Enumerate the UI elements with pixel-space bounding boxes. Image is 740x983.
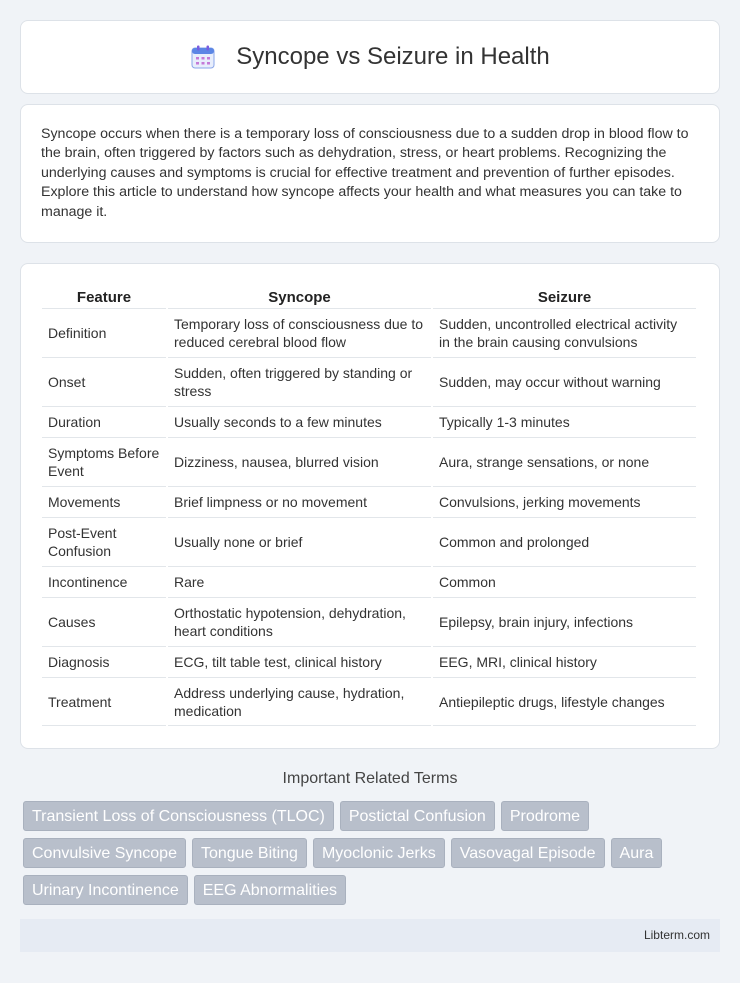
syncope-cell: Dizziness, nausea, blurred vision: [168, 437, 431, 486]
table-row: [42, 646, 696, 677]
syncope-cell: Orthostatic hypotension, dehydration, heart conditions: [168, 597, 431, 646]
feature-cell: Causes: [42, 597, 166, 646]
feature-cell: Movements: [42, 486, 166, 517]
term-tag[interactable]: Transient Loss of Consciousness (TLOC): [23, 801, 334, 831]
term-tag[interactable]: Tongue Biting: [192, 838, 307, 868]
feature-cell: Definition: [42, 308, 166, 357]
feature-cell: Symptoms Before Event: [42, 437, 166, 486]
term-tag[interactable]: Postictal Confusion: [340, 801, 495, 831]
comparison-table: [40, 286, 698, 726]
feature-cell: Treatment: [42, 677, 166, 726]
table-row: [42, 517, 696, 566]
related-terms-list: [23, 801, 723, 905]
feature-cell: Diagnosis: [42, 646, 166, 677]
seizure-cell: Epilepsy, brain injury, infections: [433, 597, 696, 646]
table-header-row: [42, 286, 696, 308]
seizure-cell: Antiepileptic drugs, lifestyle changes: [433, 677, 696, 726]
syncope-cell: Sudden, often triggered by standing or stress: [168, 357, 431, 406]
seizure-cell: Common: [433, 566, 696, 597]
feature-cell: Post-Event Confusion: [42, 517, 166, 566]
table-row: [42, 566, 696, 597]
page-title: Syncope vs Seizure in Health: [236, 43, 550, 70]
header-seizure: Seizure: [537, 288, 592, 306]
table-row: [42, 308, 696, 357]
syncope-cell: ECG, tilt table test, clinical history: [168, 646, 431, 677]
calendar-icon: [190, 44, 216, 70]
intro-paragraph: Syncope occurs when there is a temporary loss of consciousness due to a sudden drop in blood flow to the brain, often triggered by factors such as dehydration, stress, or heart problems. Recognizing the underlying causes and symptoms is crucial for effective treatment and prevention of further episodes. Explore this article to understand how syncope affects your health and what measures you can take to manage it.: [41, 126, 689, 220]
syncope-cell: Address underlying cause, hydration, medication: [168, 677, 431, 726]
term-tag[interactable]: Myoclonic Jerks: [313, 838, 445, 868]
header-feature: Feature: [76, 288, 132, 306]
syncope-cell: Usually none or brief: [168, 517, 431, 566]
footer: [20, 919, 720, 952]
syncope-cell: Temporary loss of consciousness due to reduced cerebral blood flow: [168, 308, 431, 357]
term-tag[interactable]: Vasovagal Episode: [451, 838, 605, 868]
term-tag[interactable]: Urinary Incontinence: [23, 875, 188, 905]
header-card: [20, 20, 720, 94]
term-tag[interactable]: EEG Abnormalities: [194, 875, 346, 905]
intro-card: [20, 104, 720, 243]
seizure-cell: EEG, MRI, clinical history: [433, 646, 696, 677]
footer-link[interactable]: Libterm.com: [643, 928, 710, 942]
table-row: [42, 677, 696, 726]
table-row: [42, 406, 696, 437]
comparison-card: [20, 263, 720, 749]
term-tag[interactable]: Prodrome: [501, 801, 589, 831]
table-row: [42, 437, 696, 486]
related-terms-title: Important Related Terms: [282, 770, 458, 787]
seizure-cell: Common and prolonged: [433, 517, 696, 566]
seizure-cell: Sudden, may occur without warning: [433, 357, 696, 406]
seizure-cell: Aura, strange sensations, or none: [433, 437, 696, 486]
feature-cell: Incontinence: [42, 566, 166, 597]
feature-cell: Onset: [42, 357, 166, 406]
syncope-cell: Usually seconds to a few minutes: [168, 406, 431, 437]
term-tag[interactable]: Convulsive Syncope: [23, 838, 186, 868]
feature-cell: Duration: [42, 406, 166, 437]
table-row: [42, 597, 696, 646]
table-row: [42, 357, 696, 406]
syncope-cell: Rare: [168, 566, 431, 597]
syncope-cell: Brief limpness or no movement: [168, 486, 431, 517]
seizure-cell: Convulsions, jerking movements: [433, 486, 696, 517]
term-tag[interactable]: Aura: [611, 838, 663, 868]
table-row: [42, 486, 696, 517]
seizure-cell: Typically 1-3 minutes: [433, 406, 696, 437]
seizure-cell: Sudden, uncontrolled electrical activity in the brain causing convulsions: [433, 308, 696, 357]
header-syncope: Syncope: [268, 288, 331, 306]
